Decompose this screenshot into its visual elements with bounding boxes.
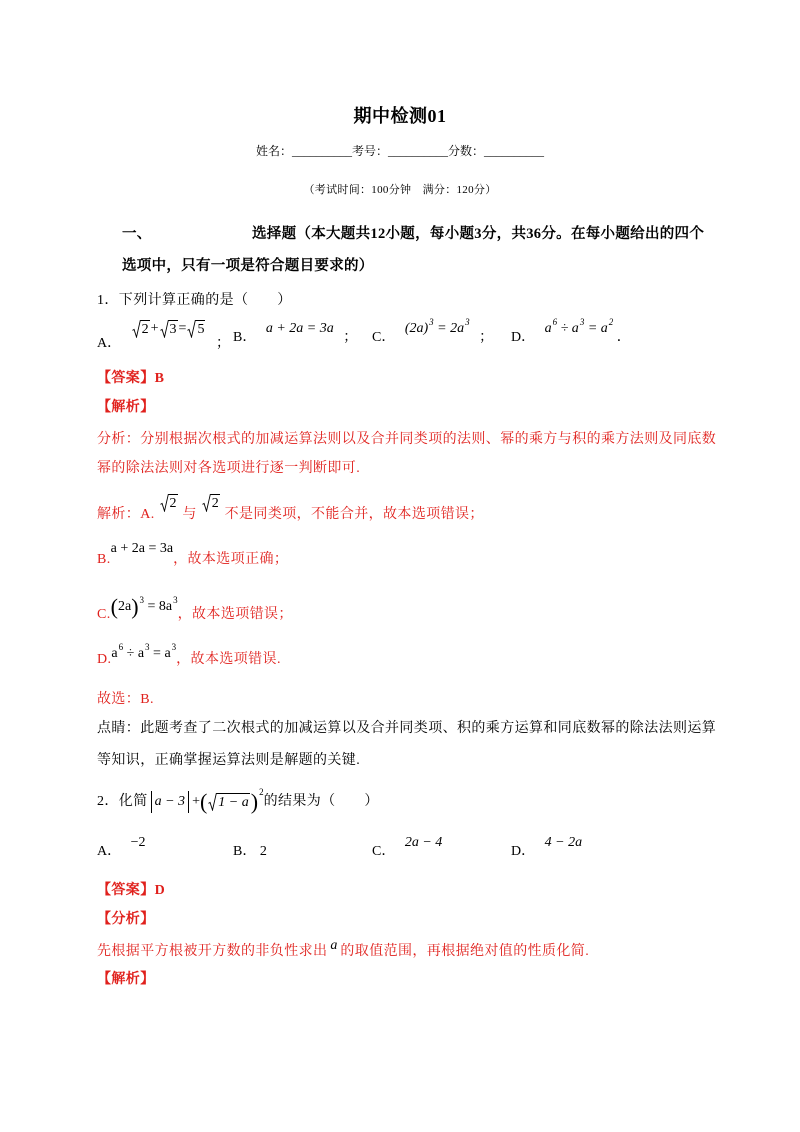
- base: a: [544, 321, 552, 336]
- q2-option-d: [511, 835, 583, 862]
- q1-answer: [97, 369, 164, 389]
- radical-sign: [202, 494, 211, 512]
- q2-stem: [97, 787, 379, 814]
- radicand: 3: [169, 322, 177, 337]
- q1-option-d: [511, 317, 631, 348]
- radicand: 2: [211, 496, 219, 511]
- step-text: ，故本选项错误.: [176, 652, 281, 667]
- radicand: 1 − a: [218, 795, 249, 810]
- radicand: 2: [141, 322, 149, 337]
- stem-prefix: 2．化简: [97, 794, 148, 809]
- exponent: 2: [259, 787, 264, 797]
- q2-answer: [97, 881, 165, 901]
- q1-explanation-label: 【解析】: [97, 400, 155, 415]
- answer-value: B: [154, 371, 165, 386]
- expression-part: ÷ a: [557, 321, 579, 336]
- page-title: 期中检测01: [353, 106, 447, 126]
- q1-step-c: [97, 594, 293, 625]
- step-d-expression: [111, 644, 176, 664]
- q1-option-b: [233, 321, 358, 348]
- option-label: D．: [511, 330, 536, 345]
- step-label: B.: [97, 552, 111, 567]
- sqrt: [132, 320, 150, 338]
- option-label: A．: [97, 336, 122, 351]
- option-label: C．: [372, 330, 396, 345]
- option-label: C．: [372, 844, 396, 859]
- q1-step-d: [97, 642, 281, 670]
- close-paren: ): [131, 594, 139, 619]
- expression-part: = 8a: [144, 599, 173, 614]
- exponent: 2: [608, 317, 614, 327]
- operator: +: [192, 794, 200, 809]
- q2-expression: [148, 787, 264, 814]
- step-b-expression: a + 2a = 3a: [110, 541, 174, 556]
- analysis-text: 的取值范围，再根据绝对值的性质化简.: [340, 944, 590, 959]
- exponent: 6: [552, 317, 558, 327]
- step-a-sqrt: [201, 494, 221, 512]
- radical-sign: [208, 793, 217, 811]
- sqrt: [187, 320, 205, 338]
- section-heading-line2: 选项中，只有一项是符合题目要求的）: [122, 258, 374, 274]
- q1-analysis-line1: 分析：分别根据次根式的加减运算法则以及合并同类项的法则、幂的乘方与积的乘方法则及同底数: [97, 432, 717, 447]
- exponent: 3: [429, 317, 434, 327]
- step-text: 与: [178, 507, 201, 522]
- section-heading-line1: 选择题（本大题共12小题，每小题3分，共36分。在每小题给出的四个: [252, 226, 705, 242]
- radical-sign: [187, 320, 196, 338]
- step-text: 不是同类项，不能合并，故本选项错误；: [220, 507, 484, 522]
- exponent: 6: [118, 642, 124, 652]
- option-label: B．: [233, 330, 257, 345]
- q2-option-c: [372, 835, 443, 862]
- step-text: ，故本选项正确；: [173, 552, 289, 567]
- radicand: 2: [169, 496, 177, 511]
- base: a: [111, 646, 118, 661]
- q1-step-b: [97, 541, 289, 570]
- sqrt: [208, 793, 249, 811]
- q1-option-b-expression: a + 2a = 3a: [265, 321, 334, 336]
- option-value: 4 − 2a: [544, 835, 583, 850]
- student-info-line: 姓名：__________考号：__________分数：__________: [255, 144, 544, 158]
- step-label: C.: [97, 607, 111, 622]
- q1-comment-line1: 点睛：此题考查了二次根式的加减运算以及合并同类项、积的乘方运算和同底数幂的除法法则运算: [97, 721, 717, 736]
- exponent: 3: [139, 595, 145, 605]
- step-c-expression: [111, 595, 178, 619]
- answer-label: 【答案】: [97, 371, 155, 386]
- step-a-sqrt: [159, 494, 179, 512]
- option-end: ；: [343, 330, 358, 345]
- option-end: ；: [215, 336, 230, 351]
- option-label: A．: [97, 844, 122, 859]
- radical-sign: [132, 320, 141, 338]
- option-end: ．: [616, 330, 631, 345]
- operator: =: [178, 321, 187, 336]
- q1-conclusion: 故选：B.: [97, 692, 154, 707]
- sqrt: [160, 320, 178, 338]
- answer-label: 【答案】: [97, 883, 155, 898]
- step-text: ，故本选项错误；: [177, 607, 293, 622]
- base: (2a): [404, 321, 429, 336]
- expression-part: = a: [584, 321, 608, 336]
- exam-time-line: （考试时间：100分钟 满分：120分）: [303, 184, 497, 196]
- analysis-text: 先根据平方根被开方数的非负性求出: [97, 944, 328, 959]
- exponent: 3: [173, 595, 178, 605]
- option-value: 2: [259, 844, 267, 859]
- q1-analysis-line2: 幂的除法法则对各选项进行逐一判断即可.: [97, 461, 361, 476]
- option-value: 2a − 4: [404, 835, 443, 850]
- q2-option-b: [233, 842, 267, 862]
- open-paren: (: [110, 594, 118, 619]
- option-value: −2: [130, 835, 146, 850]
- q1-step-a: [97, 496, 484, 525]
- q1-stem: 1．下列计算正确的是（ ）: [97, 293, 292, 308]
- stem-suffix: 的结果为（ ）: [263, 794, 379, 809]
- radical-sign: [160, 494, 169, 512]
- exponent: 3: [465, 317, 470, 327]
- q2-analysis-label: 【分析】: [97, 912, 155, 927]
- q2-explanation-label: 【解析】: [97, 972, 155, 987]
- option-end: ；: [479, 330, 494, 345]
- q1-option-c: [372, 317, 494, 348]
- expression-part: = 2a: [433, 321, 465, 336]
- base: 2a: [117, 599, 132, 614]
- variable: a: [330, 938, 338, 953]
- section-number: 一、: [122, 226, 152, 242]
- exponent: 3: [145, 642, 150, 652]
- sqrt: [160, 494, 178, 512]
- sqrt: [202, 494, 220, 512]
- expression-part: = a: [149, 646, 171, 661]
- exponent: 3: [171, 642, 177, 652]
- option-label: D．: [511, 844, 536, 859]
- close-paren: ): [250, 789, 259, 814]
- expression-part: ÷ a: [123, 646, 145, 661]
- answer-value: D: [154, 883, 166, 898]
- q1-option-d-expression: [545, 319, 614, 339]
- q2-analysis-text: [97, 938, 590, 962]
- option-label: B．: [233, 844, 257, 859]
- q1-option-a: [97, 321, 230, 354]
- open-paren: (: [199, 789, 208, 814]
- operator: +: [150, 321, 159, 336]
- q1-option-a-expression: [131, 319, 207, 339]
- q2-option-a: [97, 835, 146, 862]
- q1-option-c-expression: [405, 319, 470, 339]
- step-label: D.: [97, 652, 112, 667]
- radicand: 5: [197, 322, 205, 337]
- exponent: 3: [579, 317, 585, 327]
- radical-sign: [160, 320, 169, 338]
- q1-comment-line2: 等知识，正确掌握运算法则是解题的关键.: [97, 753, 361, 768]
- absolute-value: a − 3: [151, 791, 189, 813]
- step-prefix: 解析：A.: [97, 507, 155, 522]
